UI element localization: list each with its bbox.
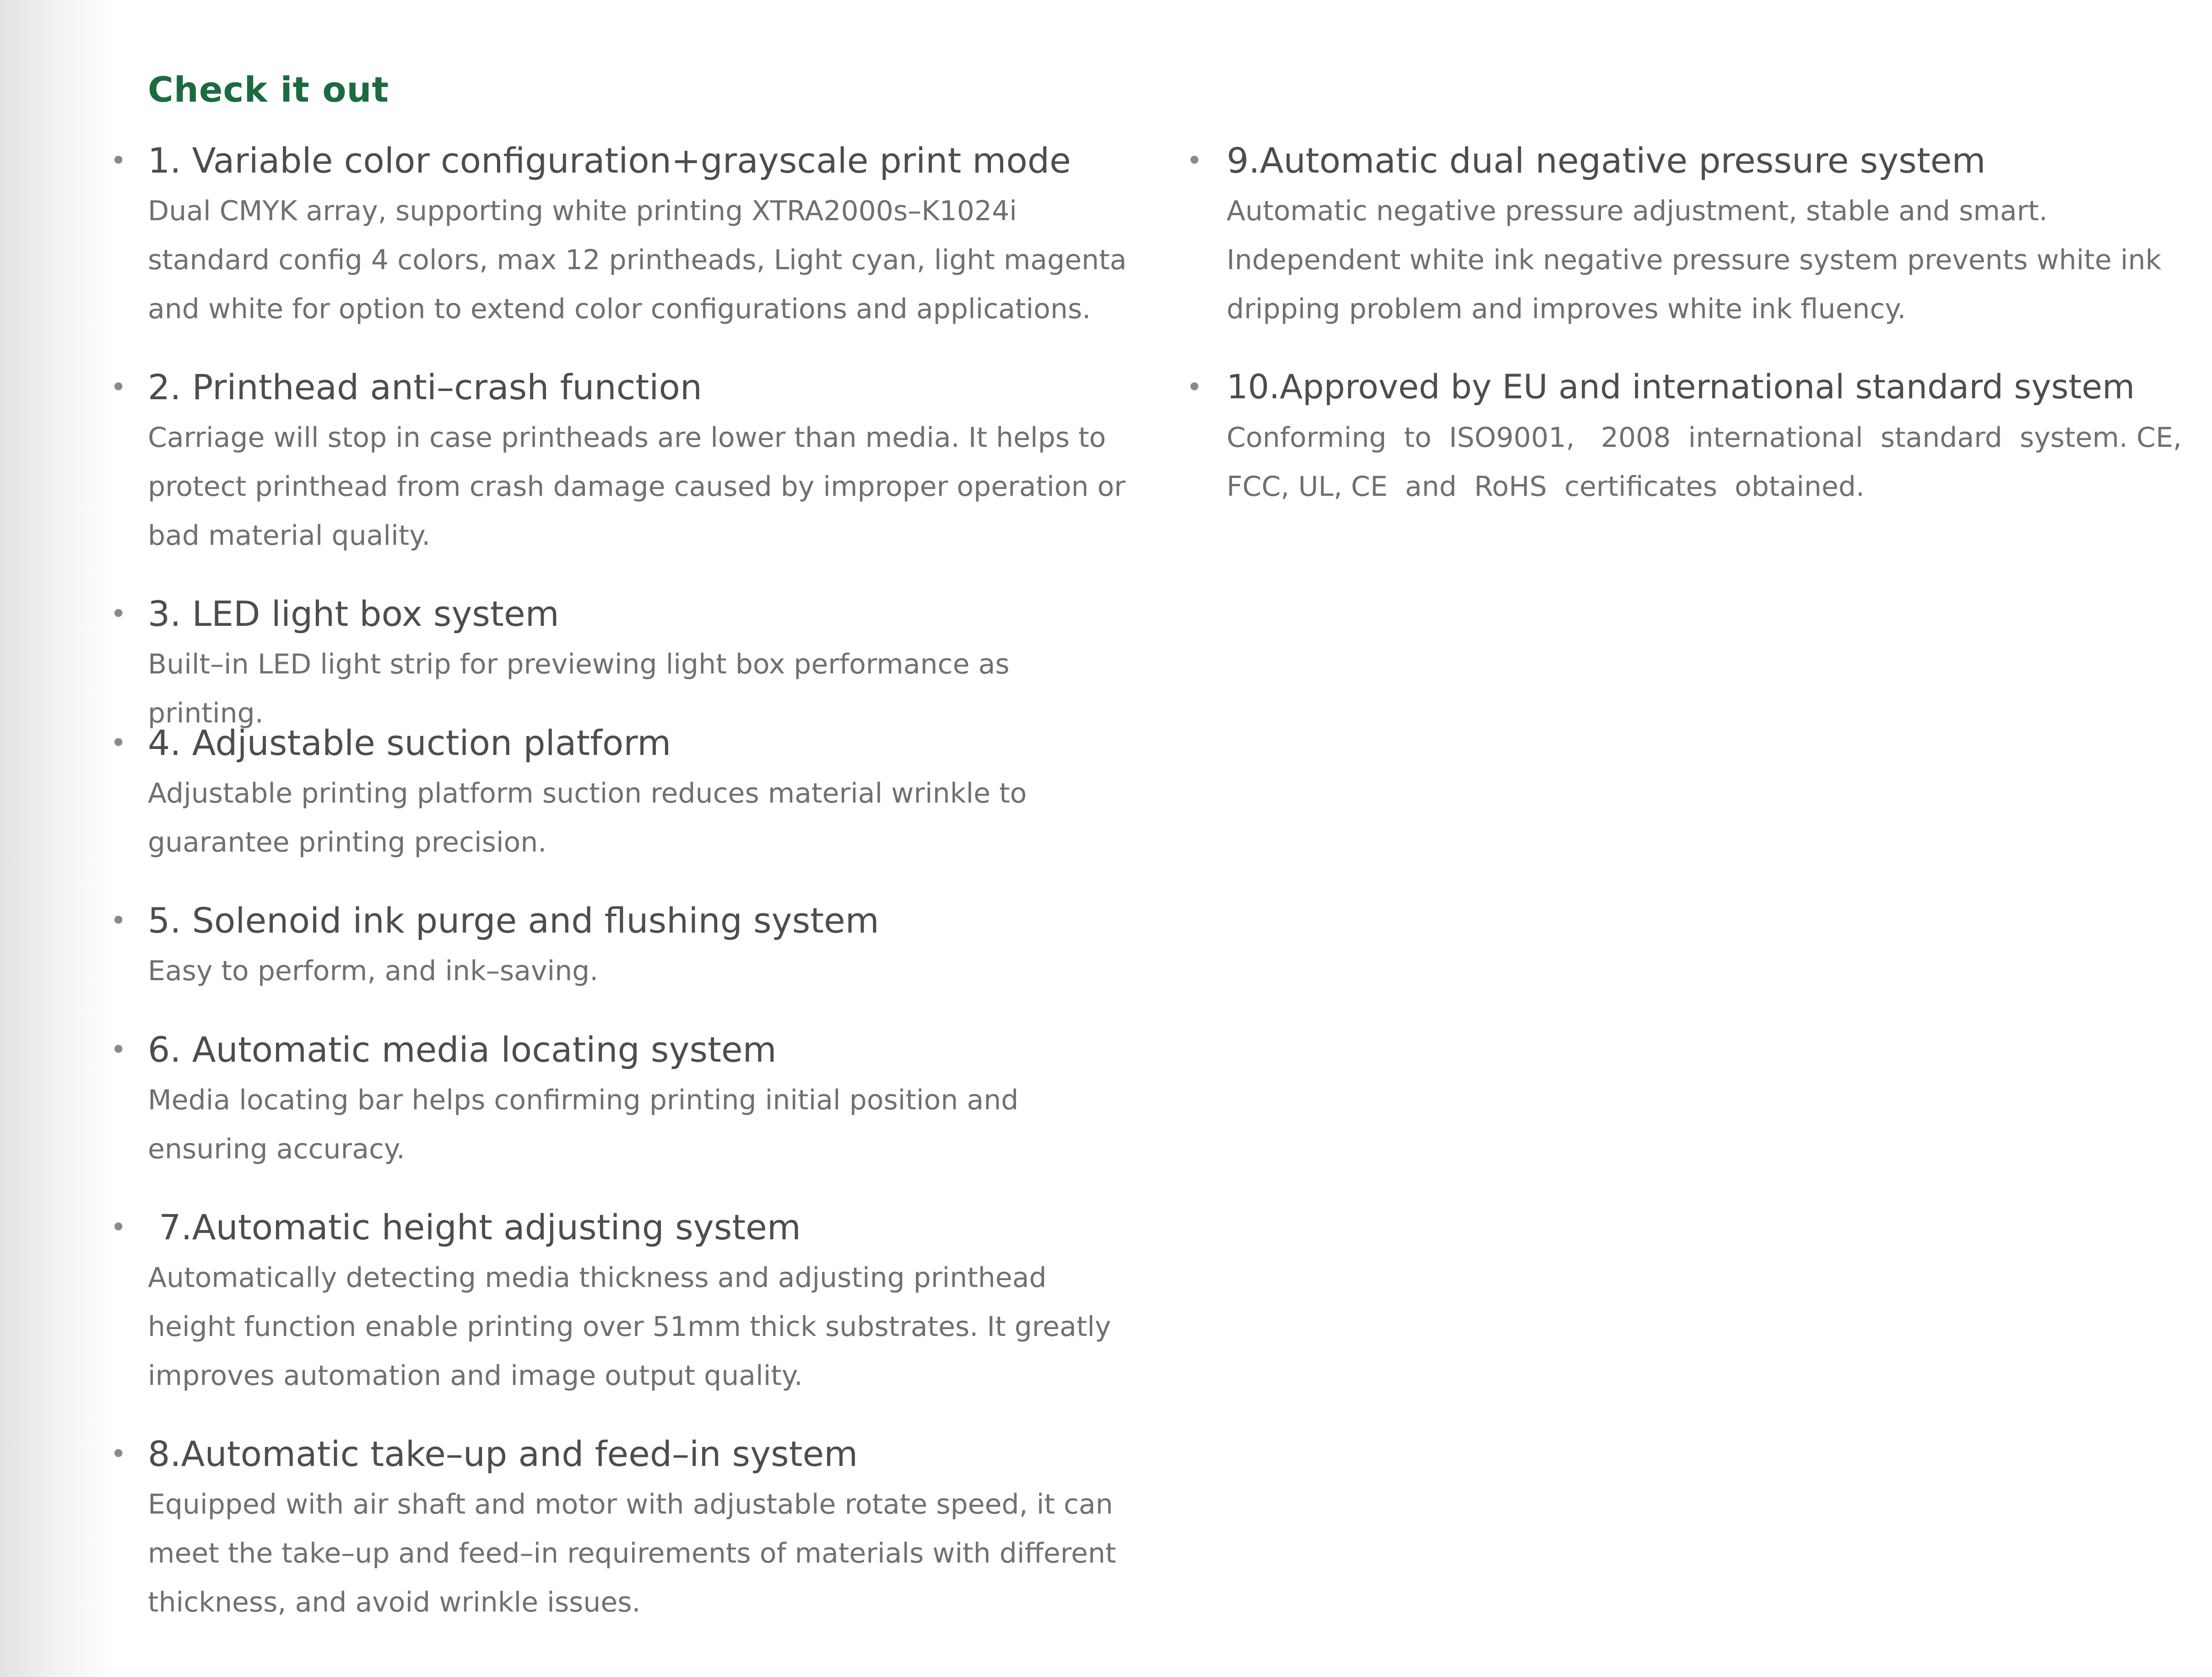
section-heading: Check it out: [148, 69, 389, 110]
feature-item: [1186, 136, 2188, 334]
bullet-icon: •: [1186, 145, 1203, 177]
feature-title: 10.Approved by EU and international standard system: [1227, 368, 2135, 407]
bullet-icon: •: [110, 145, 127, 177]
feature-title: 2. Printhead anti–crash function: [148, 367, 703, 407]
bullet-icon: •: [110, 1211, 127, 1243]
feature-description: Conforming to ISO9001, 2008 international standard system. CE, FCC, UL, CE and RoHS certificates obtained.: [1227, 422, 2191, 503]
feature-title: 1. Variable color configuration+grayscale print mode: [148, 140, 1071, 181]
feature-description: Easy to perform, and ink–saving.: [148, 955, 599, 987]
feature-title: 4. Adjustable suction platform: [148, 722, 671, 763]
feature-title: 6. Automatic media locating system: [148, 1029, 777, 1070]
bullet-icon: •: [110, 905, 127, 937]
feature-item: [110, 1429, 1132, 1627]
bullet-icon: •: [110, 727, 127, 759]
feature-item: [110, 718, 1132, 867]
bullet-icon: •: [110, 1438, 127, 1470]
feature-title: 7.Automatic height adjusting system: [148, 1207, 801, 1248]
feature-description: Equipped with air shaft and motor with adjustable rotate speed, it can meet the take–up and feed–in requirements of materials with different thickness, and avoid wrinkle issues.: [148, 1488, 1116, 1618]
feature-description: Media locating bar helps confirming printing initial position and ensuring accuracy.: [148, 1084, 1019, 1165]
feature-title: 8.Automatic take–up and feed–in system: [148, 1433, 858, 1474]
feature-description: Adjustable printing platform suction reduces material wrinkle to guarantee printing precision.: [148, 777, 1027, 858]
feature-item: [1186, 362, 2191, 511]
feature-item: [110, 895, 1132, 996]
feature-item: [110, 1025, 1132, 1174]
feature-description: Built–in LED light strip for previewing light box performance as printing.: [148, 648, 1010, 729]
bullet-icon: •: [110, 1034, 127, 1066]
bullet-icon: •: [110, 371, 127, 403]
feature-description: Automatic negative pressure adjustment, stable and smart. Independent white ink negative pressure system prevents white ink dripping problem and improves white ink fluency.: [1227, 195, 2162, 325]
bullet-icon: •: [1186, 371, 1203, 403]
feature-item: [110, 362, 1132, 560]
feature-item: [110, 1202, 1132, 1400]
feature-description: Automatically detecting media thickness and adjusting printhead height function enable printing over 51mm thick substrates. It greatly improves automation and image output quality.: [148, 1262, 1111, 1392]
bullet-icon: •: [110, 598, 127, 630]
feature-item: [110, 589, 1132, 738]
feature-item: [110, 136, 1132, 334]
feature-title: 9.Automatic dual negative pressure system: [1227, 140, 1986, 181]
feature-title: 3. LED light box system: [148, 593, 559, 634]
feature-description: Dual CMYK array, supporting white printing XTRA2000s–K1024i standard config 4 colors, max 12 printheads, Light cyan, light magenta and white for option to extend color configurations and applications.: [148, 195, 1127, 325]
page-edge-shadow: [0, 0, 114, 1677]
feature-title: 5. Solenoid ink purge and flushing system: [148, 900, 879, 941]
feature-description: Carriage will stop in case printheads are lower than media. It helps to protect printhead from crash damage caused by improper operation or bad material quality.: [148, 422, 1125, 552]
